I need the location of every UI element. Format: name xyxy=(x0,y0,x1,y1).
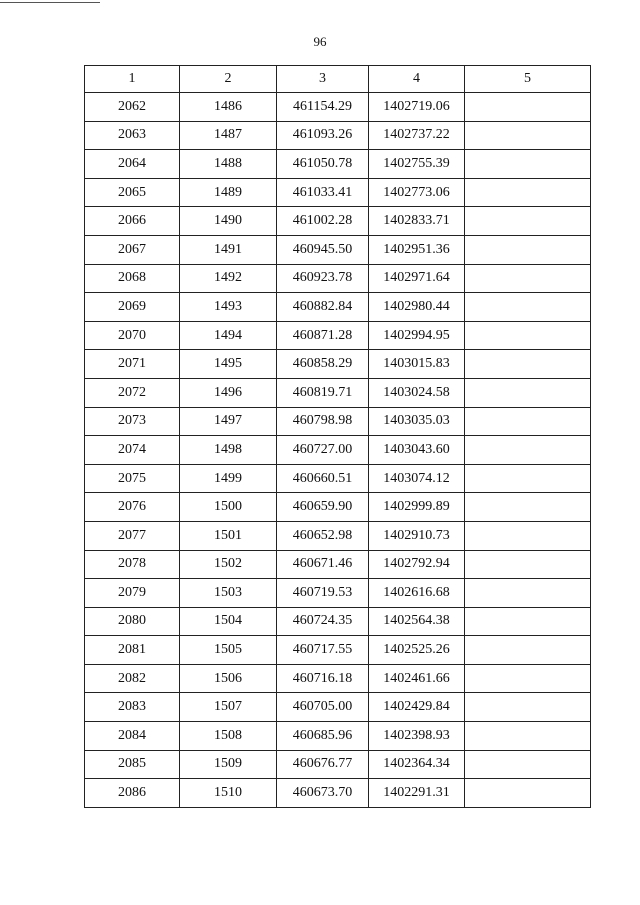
table-cell-col-5 xyxy=(465,121,591,150)
table-cell-col-3: 460923.78 xyxy=(277,264,369,293)
table-cell-col-5 xyxy=(465,464,591,493)
table-cell-col-5 xyxy=(465,378,591,407)
table-row xyxy=(85,407,591,436)
table-cell-col-4: 1403015.83 xyxy=(369,350,465,379)
table-cell-col-1: 2081 xyxy=(85,636,180,665)
table-cell-col-5 xyxy=(465,607,591,636)
table-row xyxy=(85,579,591,608)
table-cell-col-2: 1495 xyxy=(180,350,277,379)
table-cell-col-5 xyxy=(465,493,591,522)
table-cell-col-3: 461154.29 xyxy=(277,93,369,122)
table-row xyxy=(85,350,591,379)
table-cell-col-1: 2080 xyxy=(85,607,180,636)
table-cell-col-1: 2074 xyxy=(85,436,180,465)
table-cell-col-3: 460727.00 xyxy=(277,436,369,465)
top-left-rule xyxy=(0,2,100,3)
table-cell-col-3: 460685.96 xyxy=(277,722,369,751)
table-cell-col-5 xyxy=(465,521,591,550)
table-cell-col-2: 1508 xyxy=(180,722,277,751)
table-cell-col-1: 2065 xyxy=(85,178,180,207)
table-cell-col-5 xyxy=(465,264,591,293)
table-cell-col-4: 1402792.94 xyxy=(369,550,465,579)
table-cell-col-4: 1403035.03 xyxy=(369,407,465,436)
table-cell-col-2: 1486 xyxy=(180,93,277,122)
table-cell-col-5 xyxy=(465,407,591,436)
table-cell-col-3: 460882.84 xyxy=(277,293,369,322)
table-cell-col-1: 2064 xyxy=(85,150,180,179)
table-cell-col-4: 1402364.34 xyxy=(369,750,465,779)
table-row xyxy=(85,607,591,636)
table-cell-col-2: 1488 xyxy=(180,150,277,179)
column-header-3: 3 xyxy=(277,66,369,93)
table-cell-col-2: 1505 xyxy=(180,636,277,665)
table-cell-col-2: 1509 xyxy=(180,750,277,779)
table-cell-col-4: 1403074.12 xyxy=(369,464,465,493)
table-header-row xyxy=(85,66,591,93)
table-cell-col-2: 1493 xyxy=(180,293,277,322)
table-cell-col-4: 1402461.66 xyxy=(369,664,465,693)
table-cell-col-2: 1503 xyxy=(180,579,277,608)
table-row xyxy=(85,493,591,522)
table-cell-col-3: 460719.53 xyxy=(277,579,369,608)
table-cell-col-3: 461002.28 xyxy=(277,207,369,236)
table-cell-col-4: 1402951.36 xyxy=(369,235,465,264)
table-cell-col-3: 461050.78 xyxy=(277,150,369,179)
table-cell-col-1: 2067 xyxy=(85,235,180,264)
table-cell-col-2: 1502 xyxy=(180,550,277,579)
table-row xyxy=(85,264,591,293)
table-row xyxy=(85,207,591,236)
table-cell-col-1: 2071 xyxy=(85,350,180,379)
table-cell-col-1: 2075 xyxy=(85,464,180,493)
table-row xyxy=(85,121,591,150)
table-cell-col-5 xyxy=(465,664,591,693)
table-cell-col-3: 460660.51 xyxy=(277,464,369,493)
table-cell-col-4: 1402980.44 xyxy=(369,293,465,322)
column-header-2: 2 xyxy=(180,66,277,93)
table-row xyxy=(85,235,591,264)
table-cell-col-5 xyxy=(465,436,591,465)
table-cell-col-3: 460858.29 xyxy=(277,350,369,379)
table-row xyxy=(85,550,591,579)
column-header-5: 5 xyxy=(465,66,591,93)
table-cell-col-5 xyxy=(465,750,591,779)
table-cell-col-3: 460724.35 xyxy=(277,607,369,636)
table-cell-col-4: 1402910.73 xyxy=(369,521,465,550)
table-cell-col-1: 2077 xyxy=(85,521,180,550)
table-cell-col-4: 1402291.31 xyxy=(369,779,465,808)
table-row xyxy=(85,378,591,407)
table-row xyxy=(85,93,591,122)
table-cell-col-5 xyxy=(465,293,591,322)
table-cell-col-5 xyxy=(465,321,591,350)
table-cell-col-1: 2073 xyxy=(85,407,180,436)
table-row xyxy=(85,150,591,179)
table-cell-col-4: 1402719.06 xyxy=(369,93,465,122)
table-cell-col-1: 2082 xyxy=(85,664,180,693)
table-cell-col-3: 461093.26 xyxy=(277,121,369,150)
table-cell-col-3: 460676.77 xyxy=(277,750,369,779)
table-cell-col-4: 1402398.93 xyxy=(369,722,465,751)
column-header-1: 1 xyxy=(85,66,180,93)
table-cell-col-4: 1403024.58 xyxy=(369,378,465,407)
table-cell-col-1: 2063 xyxy=(85,121,180,150)
table-cell-col-2: 1510 xyxy=(180,779,277,808)
table-cell-col-5 xyxy=(465,207,591,236)
table-cell-col-1: 2062 xyxy=(85,93,180,122)
table-cell-col-3: 460652.98 xyxy=(277,521,369,550)
table-cell-col-5 xyxy=(465,579,591,608)
column-header-4: 4 xyxy=(369,66,465,93)
table-row xyxy=(85,722,591,751)
table-cell-col-5 xyxy=(465,150,591,179)
table-cell-col-3: 460673.70 xyxy=(277,779,369,808)
table-row xyxy=(85,750,591,779)
table-cell-col-3: 460671.46 xyxy=(277,550,369,579)
coordinates-table-container xyxy=(84,65,590,808)
table-cell-col-4: 1402773.06 xyxy=(369,178,465,207)
table-row xyxy=(85,521,591,550)
table-cell-col-1: 2078 xyxy=(85,550,180,579)
table-cell-col-1: 2083 xyxy=(85,693,180,722)
table-cell-col-1: 2079 xyxy=(85,579,180,608)
table-cell-col-3: 460716.18 xyxy=(277,664,369,693)
table-cell-col-2: 1489 xyxy=(180,178,277,207)
table-cell-col-5 xyxy=(465,178,591,207)
table-cell-col-1: 2069 xyxy=(85,293,180,322)
page-number: 96 xyxy=(313,34,327,49)
table-cell-col-2: 1506 xyxy=(180,664,277,693)
table-cell-col-5 xyxy=(465,636,591,665)
table-cell-col-1: 2085 xyxy=(85,750,180,779)
table-cell-col-1: 2086 xyxy=(85,779,180,808)
table-cell-col-2: 1501 xyxy=(180,521,277,550)
table-cell-col-2: 1487 xyxy=(180,121,277,150)
table-cell-col-3: 460659.90 xyxy=(277,493,369,522)
table-cell-col-4: 1402833.71 xyxy=(369,207,465,236)
table-cell-col-1: 2068 xyxy=(85,264,180,293)
table-cell-col-1: 2070 xyxy=(85,321,180,350)
table-cell-col-5 xyxy=(465,93,591,122)
table-row xyxy=(85,293,591,322)
table-cell-col-2: 1494 xyxy=(180,321,277,350)
table-cell-col-2: 1491 xyxy=(180,235,277,264)
table-row xyxy=(85,321,591,350)
table-row xyxy=(85,779,591,808)
table-cell-col-4: 1402994.95 xyxy=(369,321,465,350)
table-row xyxy=(85,178,591,207)
table-cell-col-2: 1497 xyxy=(180,407,277,436)
table-cell-col-5 xyxy=(465,550,591,579)
table-cell-col-2: 1499 xyxy=(180,464,277,493)
table-cell-col-1: 2072 xyxy=(85,378,180,407)
table-row xyxy=(85,664,591,693)
table-cell-col-4: 1403043.60 xyxy=(369,436,465,465)
table-cell-col-4: 1402755.39 xyxy=(369,150,465,179)
table-body xyxy=(85,93,591,808)
table-cell-col-1: 2084 xyxy=(85,722,180,751)
table-cell-col-4: 1402525.26 xyxy=(369,636,465,665)
table-cell-col-1: 2066 xyxy=(85,207,180,236)
table-cell-col-3: 461033.41 xyxy=(277,178,369,207)
table-cell-col-5 xyxy=(465,350,591,379)
table-cell-col-3: 460717.55 xyxy=(277,636,369,665)
table-cell-col-3: 460871.28 xyxy=(277,321,369,350)
table-cell-col-4: 1402616.68 xyxy=(369,579,465,608)
table-row xyxy=(85,693,591,722)
table-cell-col-5 xyxy=(465,693,591,722)
table-cell-col-3: 460705.00 xyxy=(277,693,369,722)
table-row xyxy=(85,436,591,465)
table-cell-col-2: 1504 xyxy=(180,607,277,636)
table-cell-col-3: 460945.50 xyxy=(277,235,369,264)
table-header xyxy=(85,66,591,93)
coordinates-table xyxy=(84,65,591,808)
table-cell-col-4: 1402999.89 xyxy=(369,493,465,522)
table-cell-col-3: 460798.98 xyxy=(277,407,369,436)
table-cell-col-4: 1402564.38 xyxy=(369,607,465,636)
table-cell-col-5 xyxy=(465,235,591,264)
table-cell-col-5 xyxy=(465,779,591,808)
table-cell-col-4: 1402971.64 xyxy=(369,264,465,293)
table-cell-col-5 xyxy=(465,722,591,751)
table-cell-col-2: 1500 xyxy=(180,493,277,522)
table-row xyxy=(85,464,591,493)
table-cell-col-2: 1490 xyxy=(180,207,277,236)
table-row xyxy=(85,636,591,665)
table-cell-col-2: 1496 xyxy=(180,378,277,407)
table-cell-col-1: 2076 xyxy=(85,493,180,522)
table-cell-col-4: 1402737.22 xyxy=(369,121,465,150)
table-cell-col-4: 1402429.84 xyxy=(369,693,465,722)
table-cell-col-3: 460819.71 xyxy=(277,378,369,407)
table-cell-col-2: 1492 xyxy=(180,264,277,293)
table-cell-col-2: 1507 xyxy=(180,693,277,722)
table-cell-col-2: 1498 xyxy=(180,436,277,465)
